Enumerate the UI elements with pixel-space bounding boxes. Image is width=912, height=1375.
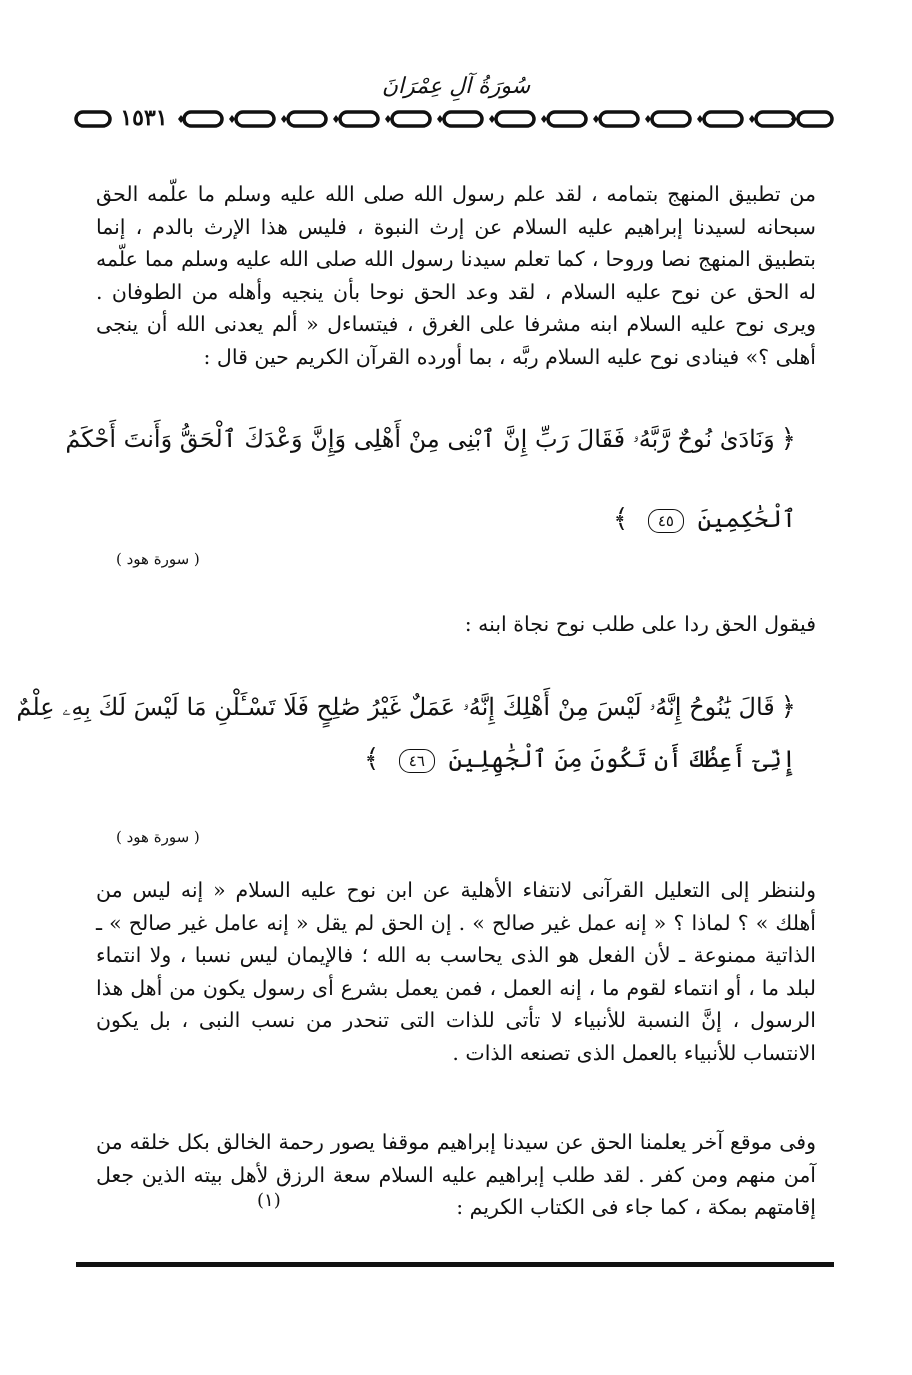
verse-text-line: وَنَادَىٰ نُوحٌ رَّبَّهُۥ فَقَالَ رَبِّ إِنَّ ٱبْنِى مِنْ أَهْلِى وَإِنَّ وَعْدَكَ ٱلْحَقُّ وَأَنتَ أَحْكَمُ bbox=[65, 425, 775, 453]
paragraph-text: فيقول الحق ردا على طلب نوح نجاة ابنه : bbox=[464, 612, 816, 636]
ayah-number-badge: ٤٦ bbox=[399, 749, 435, 773]
paragraph-text: من تطبيق المنهج بتمامه ، لقد علم رسول الله صلى الله عليه وسلم ما علّمه الحق سبحانه لسيدنا إبراهيم عليه السلام عن إرث النبوة ، فليس هذا الإرث بالدم ، إنما بتطبيق المنهج نصا وروحا ، كما تعلم سيدنا رسول الله صلى الله عليه وسلم مما علّمه له الحق عن نوح عليه السلام ، لقد وعد الحق نوحا بأن ينجيه وأهله من الطوفان . ويرى نوح عليه السلام ابنه مشرفا على الغرق ، فيتساءل « ألم يعدنى الله أن ينجى أهلى ؟» فينادى نوح عليه السلام ربَّه ، بما أورده القرآن الكريم حين قال : bbox=[96, 182, 816, 369]
quran-verse-46 bbox=[16, 686, 802, 780]
bottom-rule bbox=[76, 1262, 834, 1267]
paragraph-text: ولننظر إلى التعليل القرآنى لانتفاء الأهلية عن ابن نوح عليه السلام « إنه ليس من أهلك » ؟ لماذا ؟ « إنه عمل غير صالح » . إن الحق لم يقل « إنه عامل غير صالح » ـ الذاتية ممنوعة ـ لأن الفعل هو الذى يحاسب به الله ؛ فالإيمان ليس نسبا ، ولا انتماء لبلد ما ، أو انتماء لقوم ما ، إنه العمل ، فمن يعمل بشرع أى رسول يكون من أهل هذا الرسول ، إنَّ النسبة للأنبياء لا تأتى للذات التى تنحدر من نسب النبى ، بل يكون الانتساب للأنبياء بالعمل الذى تصنعه الذات . bbox=[96, 878, 816, 1065]
verse-close-bracket: ﴾ bbox=[613, 504, 629, 534]
paragraph-text: وفى موقع آخر يعلمنا الحق عن سيدنا إبراهيم موقفا يصور رحمة الخالق بكل خلقه من آمن منهم ومن كفر . لقد طلب إبراهيم عليه السلام سعة الرزق لأهل بيته الذين جعل إقامتهم بمكة ، كما جاء فى الكتاب الكريم : bbox=[96, 1130, 816, 1220]
paragraph-2 bbox=[96, 608, 816, 641]
quran-verse-45 bbox=[65, 418, 802, 540]
paragraph-3 bbox=[96, 874, 816, 1070]
verse-open-bracket: ﴿ bbox=[780, 424, 796, 454]
surah-title: سُورَةُ آلِ عِمْرَانَ bbox=[381, 74, 531, 99]
verse-text-line: إِنِّىٓ أَعِظُكَ أَن تَكُونَ مِنَ ٱلْجَٰهِلِينَ bbox=[448, 745, 796, 773]
verse-text-line: ٱلْحَٰكِمِينَ bbox=[697, 505, 796, 533]
verse-reference: ( سورة هود ) bbox=[116, 550, 200, 568]
verse-open-bracket: ﴿ bbox=[780, 692, 796, 722]
footnote-marker: (١) bbox=[257, 1190, 281, 1211]
ayah-number-badge: ٤٥ bbox=[648, 509, 684, 533]
paragraph-1 bbox=[96, 178, 816, 374]
header-chain-ornament bbox=[74, 106, 836, 132]
verse-close-bracket: ﴾ bbox=[363, 744, 380, 774]
page-number: ١٥٣١ bbox=[112, 104, 176, 132]
verse-text-line: قَالَ يَٰنُوحُ إِنَّهُۥ لَيْسَ مِنْ أَهْلِكَ إِنَّهُۥ عَمَلٌ غَيْرُ صَٰلِحٍ فَلَا تَسْـَٔلْنِ مَا لَيْسَ لَكَ بِهِۦ عِلْمٌ bbox=[16, 693, 775, 721]
verse-reference: ( سورة هود ) bbox=[116, 828, 200, 846]
paragraph-4 bbox=[96, 1126, 816, 1224]
